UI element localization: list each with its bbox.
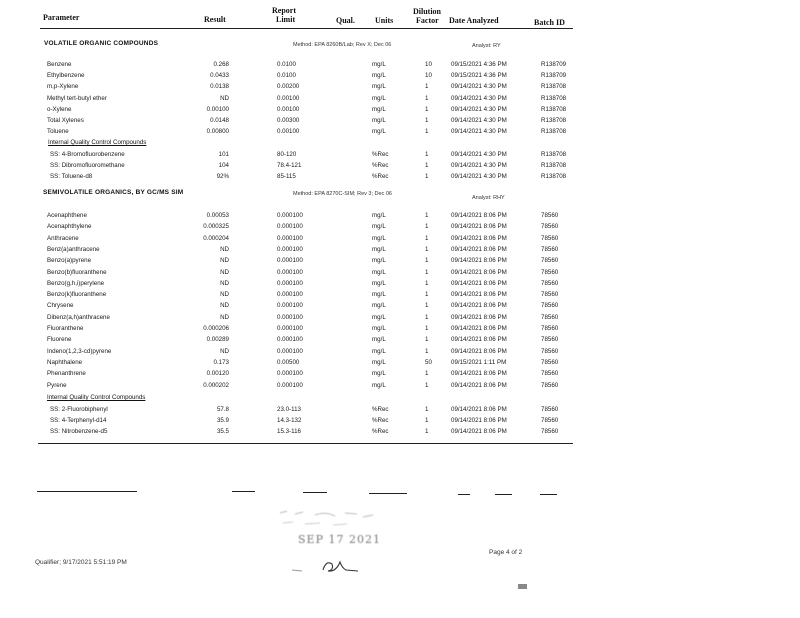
report-limit-cell: 78.4-121	[277, 162, 302, 169]
result-cell: 57.8	[216, 406, 229, 413]
date-analyzed-cell: 09/14/2021 8:06 PM	[451, 279, 507, 287]
table-row	[0, 428, 800, 437]
date-analyzed-cell: 09/15/2021 4:36 PM	[451, 61, 507, 68]
result-cell: 0.268	[213, 61, 229, 68]
signature-line-7	[540, 494, 557, 495]
batch-id-cell: 78560	[541, 268, 559, 276]
result-cell: 35.5	[216, 428, 229, 435]
dilution-cell: 1	[425, 223, 429, 231]
units-cell: mg/L	[372, 268, 386, 276]
report-limit-cell: 0.000100	[277, 370, 303, 378]
date-analyzed-cell: 09/14/2021 8:06 PM	[451, 406, 507, 413]
result-cell: ND	[220, 313, 229, 321]
units-cell: mg/L	[372, 212, 386, 219]
date-analyzed-cell: 09/15/2021 4:36 PM	[451, 72, 507, 80]
date-analyzed-cell: 09/14/2021 4:30 PM	[451, 151, 507, 158]
date-analyzed-cell: 09/14/2021 8:06 PM	[451, 381, 507, 389]
dilution-cell: 10	[425, 72, 432, 80]
parameter-cell: Dibenz(a,h)anthracene	[47, 313, 110, 321]
col-header-report-limit-2: Limit	[276, 15, 296, 24]
dilution-cell: 1	[425, 302, 429, 310]
date-analyzed-cell: 09/14/2021 8:06 PM	[451, 347, 507, 355]
report-limit-cell: 0.000100	[277, 325, 303, 332]
batch-id-cell: 78560	[541, 358, 559, 366]
dilution-cell: 1	[425, 151, 429, 158]
initials-signature	[288, 556, 368, 576]
units-cell: mg/L	[372, 223, 386, 231]
units-cell: mg/L	[372, 94, 386, 102]
table-row	[0, 246, 800, 255]
parameter-cell: Acenaphthylene	[47, 223, 92, 231]
svoc-method: Method: EPA 8270C-SIM; Rev 3; Dec 06	[293, 191, 392, 197]
report-limit-cell: 0.000100	[277, 381, 303, 389]
table-row	[0, 370, 800, 379]
signature-line-1	[37, 491, 137, 492]
units-cell: mg/L	[372, 105, 386, 113]
batch-id-cell: 78560	[541, 279, 559, 287]
units-cell: %Rec	[372, 151, 389, 158]
result-cell: 92%	[216, 173, 229, 180]
date-analyzed-cell: 09/14/2021 4:30 PM	[451, 162, 507, 169]
report-limit-cell: 0.000100	[277, 336, 303, 344]
svoc-analyst: Analyst: RHY	[472, 195, 505, 201]
date-analyzed-cell: 09/14/2021 4:30 PM	[451, 94, 507, 102]
result-cell: 101	[218, 151, 229, 158]
signature-line-3	[303, 492, 327, 493]
date-analyzed-cell: 09/14/2021 8:06 PM	[451, 313, 507, 321]
table-row	[0, 223, 800, 232]
result-cell: 104	[218, 162, 229, 169]
dilution-cell: 1	[425, 173, 429, 180]
parameter-cell: SS: Toluene-d8	[50, 173, 93, 180]
date-analyzed-cell: 09/14/2021 4:30 PM	[451, 117, 507, 124]
batch-id-cell: 78560	[541, 257, 559, 265]
batch-id-cell: 78560	[541, 428, 559, 435]
table-row	[0, 162, 800, 171]
batch-id-cell: 78560	[541, 347, 559, 355]
voc-section-title: VOLATILE ORGANIC COMPOUNDS	[44, 40, 159, 47]
table-row	[0, 291, 800, 300]
table-row	[0, 83, 800, 92]
report-limit-cell: 0.00200	[277, 83, 300, 91]
parameter-cell: Benzo(b)fluoranthene	[47, 268, 107, 276]
table-row	[0, 235, 800, 244]
table-row	[0, 128, 800, 137]
result-cell: 0.00289	[206, 336, 229, 344]
batch-id-cell: R138708	[541, 128, 567, 136]
date-analyzed-cell: 09/14/2021 8:06 PM	[451, 234, 507, 242]
table-row	[0, 359, 800, 368]
parameter-cell: SS: 2-Fluorobiphenyl	[50, 406, 108, 413]
units-cell: mg/L	[372, 347, 386, 355]
parameter-cell: Benzo(k)fluoranthene	[47, 291, 107, 299]
units-cell: %Rec	[372, 162, 389, 169]
report-limit-cell: 0.00100	[277, 105, 300, 113]
units-cell: %Rec	[372, 406, 389, 413]
batch-id-cell: R138708	[541, 162, 567, 169]
dilution-cell: 1	[425, 279, 429, 287]
result-cell: 0.00120	[206, 370, 229, 378]
parameter-cell: m,p-Xylene	[47, 83, 79, 91]
batch-id-cell: 78560	[541, 302, 559, 310]
dilution-cell: 1	[425, 336, 429, 344]
dilution-cell: 1	[425, 117, 429, 124]
table-row	[0, 348, 800, 357]
units-cell: %Rec	[372, 428, 389, 435]
date-analyzed-cell: 09/14/2021 8:06 PM	[451, 268, 507, 276]
result-cell: 0.000204	[203, 234, 229, 242]
parameter-cell: Benzene	[47, 61, 72, 68]
table-row	[0, 314, 800, 323]
col-header-batch-id: Batch ID	[534, 18, 565, 27]
dilution-cell: 1	[425, 313, 429, 321]
report-limit-cell: 0.000100	[277, 223, 303, 231]
col-header-parameter: Parameter	[43, 13, 80, 22]
batch-id-cell: 78560	[541, 212, 559, 219]
batch-id-cell: R138708	[541, 151, 567, 158]
batch-id-cell: 78560	[541, 234, 559, 242]
report-limit-cell: 0.000100	[277, 234, 303, 242]
voc-analyst: Analyst: RY	[472, 43, 501, 49]
handwritten-date: SEP 17 2021	[298, 533, 381, 546]
report-limit-cell: 0.000100	[277, 279, 303, 287]
batch-id-cell: 78560	[541, 406, 559, 413]
table-row	[0, 72, 800, 81]
result-cell: ND	[220, 279, 229, 287]
date-analyzed-cell: 09/14/2021 8:06 PM	[451, 291, 507, 299]
dilution-cell: 1	[425, 83, 429, 91]
dilution-cell: 1	[425, 428, 429, 435]
date-analyzed-cell: 09/14/2021 8:06 PM	[451, 212, 507, 219]
result-cell: 0.00800	[206, 128, 229, 136]
batch-id-cell: R138708	[541, 173, 567, 180]
parameter-cell: Fluorene	[47, 336, 72, 344]
dilution-cell: 1	[425, 268, 429, 276]
date-analyzed-cell: 09/14/2021 8:06 PM	[451, 417, 507, 424]
batch-id-cell: 78560	[541, 381, 559, 389]
units-cell: mg/L	[372, 325, 386, 332]
table-row	[0, 336, 800, 345]
date-analyzed-cell: 09/14/2021 8:06 PM	[451, 370, 507, 378]
dilution-cell: 1	[425, 212, 429, 219]
signature-line-4	[369, 493, 407, 494]
report-limit-cell: 0.0100	[277, 72, 296, 80]
batch-id-cell: 78560	[541, 223, 559, 231]
result-cell: ND	[220, 257, 229, 265]
parameter-cell: Total Xylenes	[47, 117, 84, 124]
units-cell: mg/L	[372, 313, 386, 321]
table-end-rule	[38, 443, 573, 444]
batch-id-cell: 78560	[541, 370, 559, 378]
dilution-cell: 1	[425, 381, 429, 389]
dilution-cell: 50	[425, 358, 432, 366]
dilution-cell: 1	[425, 245, 429, 253]
signature-line-2	[232, 491, 255, 492]
parameter-cell: Ethylbenzene	[47, 72, 85, 80]
col-header-units: Units	[375, 16, 394, 25]
page-number: Page 4 of 2	[489, 549, 523, 556]
result-cell: 0.173	[213, 358, 229, 366]
date-analyzed-cell: 09/14/2021 4:30 PM	[451, 173, 507, 180]
col-header-result: Result	[204, 15, 226, 24]
dilution-cell: 1	[425, 417, 429, 424]
dilution-cell: 1	[425, 257, 429, 265]
parameter-cell: Methyl tert-butyl ether	[47, 94, 107, 102]
dilution-cell: 1	[425, 406, 429, 413]
voc-qc-title: Internal Quality Control Compounds	[48, 139, 147, 146]
report-limit-cell: 0.000100	[277, 268, 303, 276]
col-header-dilution-2: Factor	[416, 16, 439, 25]
report-limit-cell: 0.00500	[277, 358, 300, 366]
faded-stamp-scribble	[275, 505, 385, 530]
table-row	[0, 280, 800, 289]
units-cell: mg/L	[372, 291, 386, 299]
result-cell: 0.0433	[210, 72, 229, 80]
result-cell: ND	[220, 268, 229, 276]
result-cell: 0.000206	[203, 325, 229, 332]
parameter-cell: Benzo(a)pyrene	[47, 257, 92, 265]
parameter-cell: Phenanthrene	[47, 370, 86, 378]
report-limit-cell: 23.0-113	[277, 406, 301, 413]
dilution-cell: 1	[425, 234, 429, 242]
date-analyzed-cell: 09/14/2021 8:06 PM	[451, 302, 507, 310]
parameter-cell: Benz(a)anthracene	[47, 245, 100, 253]
batch-id-cell: 78560	[541, 245, 559, 253]
units-cell: mg/L	[372, 245, 386, 253]
dilution-cell: 1	[425, 128, 429, 136]
parameter-cell: SS: 4-Terphenyl-d14	[50, 417, 107, 424]
dilution-cell: 1	[425, 162, 429, 169]
units-cell: mg/L	[372, 257, 386, 265]
report-limit-cell: 0.000100	[277, 302, 303, 310]
batch-id-cell: R138709	[541, 72, 567, 80]
table-row	[0, 406, 800, 415]
result-cell: 0.00053	[206, 212, 229, 219]
result-cell: ND	[220, 347, 229, 355]
signature-line-5	[458, 494, 470, 495]
table-row	[0, 151, 800, 160]
table-row	[0, 302, 800, 311]
col-header-dilution-1: Dilution	[413, 7, 442, 16]
dilution-cell: 1	[425, 105, 429, 113]
table-row	[0, 212, 800, 221]
header-underline	[40, 28, 573, 29]
parameter-cell: Benzo(g,h,i)perylene	[47, 279, 105, 287]
signature-line-6	[495, 494, 512, 495]
parameter-cell: SS: 4-Bromofluorobenzene	[50, 151, 125, 158]
result-cell: 0.000202	[203, 381, 229, 389]
date-analyzed-cell: 09/14/2021 4:30 PM	[451, 128, 507, 136]
col-header-report-limit-1: Report	[272, 6, 296, 15]
units-cell: mg/L	[372, 72, 386, 80]
result-cell: ND	[220, 291, 229, 299]
batch-id-cell: 78560	[541, 336, 559, 344]
result-cell: ND	[220, 94, 229, 102]
units-cell: mg/L	[372, 128, 386, 136]
report-limit-cell: 15.3-116	[277, 428, 301, 435]
report-limit-cell: 0.00100	[277, 94, 300, 102]
units-cell: mg/L	[372, 234, 386, 242]
table-row	[0, 382, 800, 391]
report-limit-cell: 0.0100	[277, 61, 296, 68]
table-row	[0, 106, 800, 115]
dilution-cell: 1	[425, 325, 429, 332]
corner-mark	[518, 584, 527, 589]
report-limit-cell: 80-120	[277, 151, 297, 158]
dilution-cell: 1	[425, 291, 429, 299]
parameter-cell: o-Xylene	[47, 105, 72, 113]
date-analyzed-cell: 09/14/2021 8:06 PM	[451, 257, 507, 265]
parameter-cell: Fluoranthene	[47, 325, 84, 332]
dilution-cell: 1	[425, 94, 429, 102]
svoc-section-title: SEMIVOLATILE ORGANICS, BY GC/MS SIM	[43, 189, 184, 196]
units-cell: %Rec	[372, 417, 389, 424]
units-cell: mg/L	[372, 117, 386, 124]
units-cell: mg/L	[372, 336, 386, 344]
table-row	[0, 95, 800, 104]
result-cell: ND	[220, 245, 229, 253]
parameter-cell: Acenaphthene	[47, 212, 87, 219]
report-limit-cell: 14.3-132	[277, 417, 302, 424]
date-analyzed-cell: 09/14/2021 4:30 PM	[451, 83, 507, 91]
table-row	[0, 269, 800, 278]
date-analyzed-cell: 09/14/2021 8:06 PM	[451, 325, 507, 332]
printed-timestamp: Qualifier; 9/17/2021 5:51:19 PM	[35, 559, 127, 566]
report-limit-cell: 0.000100	[277, 257, 303, 265]
dilution-cell: 1	[425, 370, 429, 378]
table-row	[0, 173, 800, 182]
units-cell: mg/L	[372, 302, 386, 310]
units-cell: mg/L	[372, 381, 386, 389]
result-cell: 0.0138	[210, 83, 229, 91]
report-limit-cell: 0.00300	[277, 117, 300, 124]
table-row	[0, 61, 800, 70]
report-limit-cell: 0.000100	[277, 245, 303, 253]
date-analyzed-cell: 09/14/2021 8:06 PM	[451, 428, 507, 435]
voc-method: Method: EPA 8260B/Lab; Rev X; Dec 06	[293, 42, 392, 48]
report-limit-cell: 0.000100	[277, 313, 303, 321]
batch-id-cell: 78560	[541, 313, 559, 321]
parameter-cell: Chrysene	[47, 302, 74, 310]
batch-id-cell: R138709	[541, 61, 567, 68]
parameter-cell: Pyrene	[47, 381, 67, 389]
col-header-qual: Qual.	[336, 16, 355, 25]
table-row	[0, 325, 800, 334]
result-cell: 0.0148	[210, 117, 229, 124]
parameter-cell: Indeno(1,2,3-cd)pyrene	[47, 347, 112, 355]
units-cell: mg/L	[372, 83, 386, 91]
date-analyzed-cell: 09/14/2021 8:06 PM	[451, 245, 507, 253]
units-cell: mg/L	[372, 370, 386, 378]
units-cell: mg/L	[372, 358, 386, 366]
table-row	[0, 257, 800, 266]
report-limit-cell: 85-115	[277, 173, 296, 180]
dilution-cell: 1	[425, 347, 429, 355]
report-limit-cell: 0.00100	[277, 128, 300, 136]
report-limit-cell: 0.000100	[277, 291, 303, 299]
result-cell: 0.000325	[203, 223, 229, 231]
col-header-date-analyzed: Date Analyzed	[449, 16, 499, 25]
result-cell: 35.9	[216, 417, 229, 424]
result-cell: ND	[220, 302, 229, 310]
report-limit-cell: 0.000100	[277, 212, 303, 219]
units-cell: mg/L	[372, 279, 386, 287]
batch-id-cell: 78560	[541, 417, 559, 424]
batch-id-cell: 78560	[541, 325, 559, 332]
batch-id-cell: R138708	[541, 105, 567, 113]
parameter-cell: Anthracene	[47, 234, 79, 242]
date-analyzed-cell: 09/14/2021 8:06 PM	[451, 336, 507, 344]
batch-id-cell: R138708	[541, 117, 567, 124]
parameter-cell: Toluene	[47, 128, 69, 136]
table-row	[0, 417, 800, 426]
units-cell: mg/L	[372, 61, 386, 68]
units-cell: %Rec	[372, 173, 389, 180]
result-cell: 0.00100	[206, 105, 229, 113]
table-row	[0, 117, 800, 126]
batch-id-cell: R138708	[541, 83, 567, 91]
parameter-cell: SS: Nitrobenzene-d5	[50, 428, 108, 435]
batch-id-cell: 78560	[541, 291, 559, 299]
date-analyzed-cell: 09/14/2021 4:30 PM	[451, 105, 507, 113]
report-limit-cell: 0.000100	[277, 347, 303, 355]
parameter-cell: Naphthalene	[47, 358, 83, 366]
date-analyzed-cell: 09/15/2021 1:11 PM	[451, 358, 507, 366]
date-analyzed-cell: 09/14/2021 8:06 PM	[451, 223, 507, 231]
dilution-cell: 10	[425, 61, 432, 68]
parameter-cell: SS: Dibromofluoromethane	[50, 162, 125, 169]
batch-id-cell: R138708	[541, 94, 567, 102]
svoc-qc-title: Internal Quality Control Compounds	[47, 394, 146, 401]
